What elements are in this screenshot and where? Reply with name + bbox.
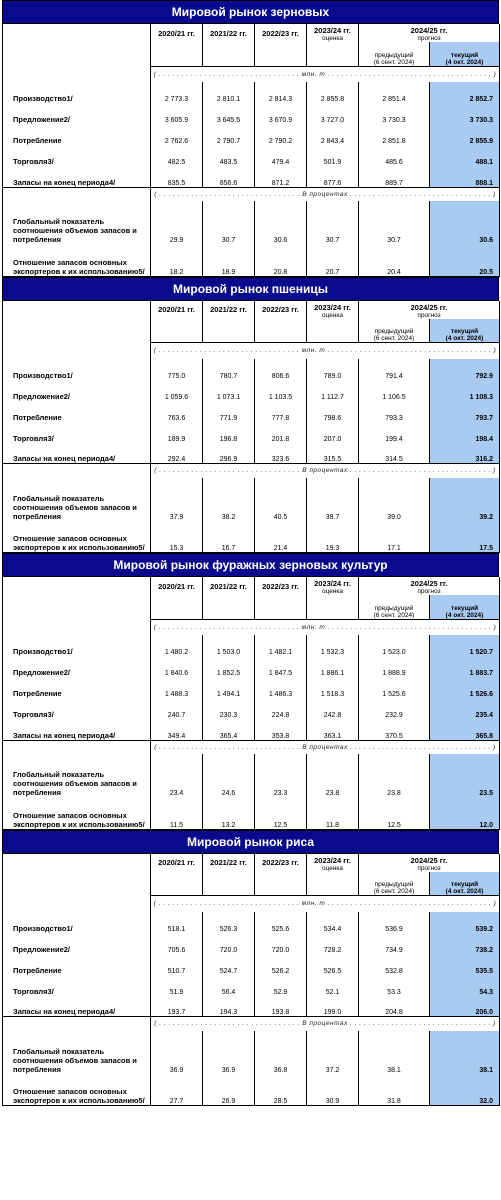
cell-value: 1 852.5 bbox=[203, 656, 255, 677]
row-label: Потребление bbox=[3, 401, 151, 422]
cell-value: 1 847.5 bbox=[255, 656, 307, 677]
cell-value: 56.4 bbox=[203, 975, 255, 996]
cell-current: 1 108.3 bbox=[430, 380, 500, 401]
col-header: 2024/25 гг. прогноз bbox=[359, 24, 500, 42]
cell-value: 2 855.8 bbox=[307, 82, 359, 103]
cell-value: 518.1 bbox=[151, 912, 203, 933]
cell-value: 720.0 bbox=[255, 933, 307, 954]
col-header: 2020/21 гг. bbox=[151, 301, 203, 319]
row-supply bbox=[3, 103, 500, 124]
col-header-prev: предыдущий (6 сент. 2024) bbox=[359, 595, 430, 619]
cell-value: 292.4 bbox=[151, 443, 203, 464]
data-table bbox=[2, 301, 500, 554]
col-header: 2024/25 гг. прогноз bbox=[359, 301, 500, 319]
row-label: Производство1/ bbox=[3, 359, 151, 380]
cell-value: 20.4 bbox=[359, 244, 430, 276]
row-consumption bbox=[3, 124, 500, 145]
cell-value: 877.6 bbox=[307, 166, 359, 187]
cell-value: 18.9 bbox=[203, 244, 255, 276]
cell-value: 2 851.4 bbox=[359, 82, 430, 103]
cell-value: 30.7 bbox=[359, 201, 430, 244]
cell-value: 705.6 bbox=[151, 933, 203, 954]
cell-current: 539.2 bbox=[430, 912, 500, 933]
cell-value: 232.9 bbox=[359, 698, 430, 719]
cell-current: 1 883.7 bbox=[430, 656, 500, 677]
row-supply bbox=[3, 933, 500, 954]
cell-current: 39.2 bbox=[430, 478, 500, 521]
row-stocks bbox=[3, 166, 500, 187]
cell-value: 482.5 bbox=[151, 145, 203, 166]
cell-value: 791.4 bbox=[359, 359, 430, 380]
cell-value: 24.6 bbox=[203, 754, 255, 797]
row-supply bbox=[3, 656, 500, 677]
cell-value: 15.3 bbox=[151, 521, 203, 553]
cell-current: 235.4 bbox=[430, 698, 500, 719]
cell-value: 483.5 bbox=[203, 145, 255, 166]
cell-current: 1 526.6 bbox=[430, 677, 500, 698]
cell-current: 488.1 bbox=[430, 145, 500, 166]
col-header-curr: текущий (4 окт. 2024) bbox=[430, 319, 500, 343]
row-label: Отношение запасов основных экспортеров к их использованию5/ bbox=[3, 244, 151, 276]
cell-value: 314.5 bbox=[359, 443, 430, 464]
row-trade bbox=[3, 975, 500, 996]
cell-value: 20.7 bbox=[307, 244, 359, 276]
cell-value: 365.4 bbox=[203, 719, 255, 740]
col-header-curr: текущий (4 окт. 2024) bbox=[430, 595, 500, 619]
cell-value: 193.7 bbox=[151, 996, 203, 1017]
cell-value: 36.9 bbox=[203, 1031, 255, 1074]
cell-value: 1 073.1 bbox=[203, 380, 255, 401]
col-header: 2020/21 гг. bbox=[151, 577, 203, 595]
row-label: Глобальный показатель соотношения объемов запасов и потребления bbox=[3, 1031, 151, 1074]
cell-current: 2 852.7 bbox=[430, 82, 500, 103]
cell-value: 21.4 bbox=[255, 521, 307, 553]
cell-value: 798.6 bbox=[307, 401, 359, 422]
cell-value: 2 851.8 bbox=[359, 124, 430, 145]
cell-value: 1 525.6 bbox=[359, 677, 430, 698]
cell-value: 52.9 bbox=[255, 975, 307, 996]
cell-value: 3 727.0 bbox=[307, 103, 359, 124]
cell-value: 1 482.1 bbox=[255, 635, 307, 656]
cell-value: 775.0 bbox=[151, 359, 203, 380]
market-table bbox=[2, 553, 499, 830]
row-label: Глобальный показатель соотношения объемов запасов и потребления bbox=[3, 754, 151, 797]
cell-value: 230.3 bbox=[203, 698, 255, 719]
cell-value: 728.2 bbox=[307, 933, 359, 954]
row-trade bbox=[3, 145, 500, 166]
row-label: Предложение2/ bbox=[3, 103, 151, 124]
cell-current: 12.0 bbox=[430, 797, 500, 829]
cell-value: 17.1 bbox=[359, 521, 430, 553]
row-exporters-ratio bbox=[3, 244, 500, 276]
cell-value: 806.6 bbox=[255, 359, 307, 380]
row-trade bbox=[3, 698, 500, 719]
cell-value: 323.6 bbox=[255, 443, 307, 464]
cell-value: 30.7 bbox=[203, 201, 255, 244]
cell-value: 1 886.1 bbox=[307, 656, 359, 677]
cell-value: 52.1 bbox=[307, 975, 359, 996]
cell-current: 316.2 bbox=[430, 443, 500, 464]
row-exporters-ratio bbox=[3, 521, 500, 553]
cell-value: 763.6 bbox=[151, 401, 203, 422]
cell-value: 720.0 bbox=[203, 933, 255, 954]
cell-value: 534.4 bbox=[307, 912, 359, 933]
cell-value: 370.5 bbox=[359, 719, 430, 740]
row-label: Торговля3/ bbox=[3, 145, 151, 166]
row-consumption bbox=[3, 954, 500, 975]
cell-value: 199.0 bbox=[307, 996, 359, 1017]
cell-current: 2 855.9 bbox=[430, 124, 500, 145]
cell-value: 526.3 bbox=[203, 912, 255, 933]
row-label: Потребление bbox=[3, 677, 151, 698]
cell-value: 1 059.6 bbox=[151, 380, 203, 401]
cell-current: 23.5 bbox=[430, 754, 500, 797]
row-production bbox=[3, 635, 500, 656]
cell-value: 199.4 bbox=[359, 422, 430, 443]
cell-current: 30.6 bbox=[430, 201, 500, 244]
cell-value: 510.7 bbox=[151, 954, 203, 975]
data-table bbox=[2, 24, 500, 277]
cell-value: 1 523.0 bbox=[359, 635, 430, 656]
row-global-ratio bbox=[3, 754, 500, 797]
market-table bbox=[2, 830, 499, 1107]
col-header: 2021/22 гг. bbox=[203, 301, 255, 319]
cell-value: 315.5 bbox=[307, 443, 359, 464]
cell-value: 889.7 bbox=[359, 166, 430, 187]
col-header: 2024/25 гг. прогноз bbox=[359, 854, 500, 872]
cell-current: 38.1 bbox=[430, 1031, 500, 1074]
market-table bbox=[2, 277, 499, 554]
cell-value: 1 532.3 bbox=[307, 635, 359, 656]
cell-value: 26.9 bbox=[203, 1074, 255, 1106]
col-header-prev: предыдущий (6 сент. 2024) bbox=[359, 42, 430, 66]
cell-value: 363.1 bbox=[307, 719, 359, 740]
row-supply bbox=[3, 380, 500, 401]
cell-value: 53.3 bbox=[359, 975, 430, 996]
cell-current: 793.7 bbox=[430, 401, 500, 422]
row-label: Торговля3/ bbox=[3, 422, 151, 443]
col-header-curr: текущий (4 окт. 2024) bbox=[430, 872, 500, 896]
row-label: Запасы на конец периода4/ bbox=[3, 166, 151, 187]
cell-value: 27.7 bbox=[151, 1074, 203, 1106]
cell-value: 12.5 bbox=[359, 797, 430, 829]
cell-current: 365.8 bbox=[430, 719, 500, 740]
row-label: Запасы на конец периода4/ bbox=[3, 443, 151, 464]
col-header-prev: предыдущий (6 сент. 2024) bbox=[359, 319, 430, 343]
col-header: 2020/21 гг. bbox=[151, 854, 203, 872]
table-title: Мировой рынок пшеницы bbox=[2, 277, 499, 301]
cell-value: 789.0 bbox=[307, 359, 359, 380]
cell-current: 20.5 bbox=[430, 244, 500, 276]
cell-value: 501.9 bbox=[307, 145, 359, 166]
cell-value: 349.4 bbox=[151, 719, 203, 740]
cell-current: 738.2 bbox=[430, 933, 500, 954]
cell-value: 835.5 bbox=[151, 166, 203, 187]
col-header: 2022/23 гг. bbox=[255, 24, 307, 42]
cell-value: 193.8 bbox=[255, 996, 307, 1017]
cell-value: 36.9 bbox=[151, 1031, 203, 1074]
cell-value: 1 103.5 bbox=[255, 380, 307, 401]
market-table bbox=[2, 0, 499, 277]
col-header: 2020/21 гг. bbox=[151, 24, 203, 42]
units-label: ( . . . . . . . . . . . . . . . . . . . . . . . . . . . . . . . млн. т . . . . . . . . . . . . . . . . . . . . . . . . . . . . . . . . . . . . ) bbox=[151, 896, 500, 912]
cell-value: 11.5 bbox=[151, 797, 203, 829]
row-exporters-ratio bbox=[3, 797, 500, 829]
cell-value: 771.9 bbox=[203, 401, 255, 422]
row-label: Запасы на конец периода4/ bbox=[3, 996, 151, 1017]
cell-current: 792.9 bbox=[430, 359, 500, 380]
col-header: 2022/23 гг. bbox=[255, 854, 307, 872]
cell-value: 1 518.3 bbox=[307, 677, 359, 698]
units-label: ( . . . . . . . . . . . . . . . . . . . . . . . . . . . . . . . В процентах . . . . . . . . . . . . . . . . . . . . . . . . . . . . . . . ) bbox=[151, 1017, 500, 1031]
cell-value: 2 790.7 bbox=[203, 124, 255, 145]
col-header: 2022/23 гг. bbox=[255, 301, 307, 319]
cell-value: 524.7 bbox=[203, 954, 255, 975]
cell-value: 793.3 bbox=[359, 401, 430, 422]
row-label: Производство1/ bbox=[3, 635, 151, 656]
row-label: Предложение2/ bbox=[3, 933, 151, 954]
cell-value: 1 840.6 bbox=[151, 656, 203, 677]
cell-value: 12.5 bbox=[255, 797, 307, 829]
col-header-prev: предыдущий (6 сент. 2024) bbox=[359, 872, 430, 896]
cell-value: 224.8 bbox=[255, 698, 307, 719]
cell-current: 888.1 bbox=[430, 166, 500, 187]
cell-value: 23.8 bbox=[359, 754, 430, 797]
table-title: Мировой рынок фуражных зерновых культур bbox=[2, 553, 499, 577]
row-global-ratio bbox=[3, 1031, 500, 1074]
row-production bbox=[3, 82, 500, 103]
col-header: 2021/22 гг. bbox=[203, 577, 255, 595]
row-label: Запасы на конец периода4/ bbox=[3, 719, 151, 740]
cell-current: 535.5 bbox=[430, 954, 500, 975]
cell-value: 2 762.6 bbox=[151, 124, 203, 145]
cell-value: 3 730.3 bbox=[359, 103, 430, 124]
cell-current: 54.3 bbox=[430, 975, 500, 996]
row-exporters-ratio bbox=[3, 1074, 500, 1106]
cell-value: 296.9 bbox=[203, 443, 255, 464]
col-header: 2023/24 гг. оценка bbox=[307, 577, 359, 595]
col-header: 2023/24 гг. оценка bbox=[307, 854, 359, 872]
cell-value: 11.8 bbox=[307, 797, 359, 829]
cell-value: 30.6 bbox=[255, 201, 307, 244]
cell-value: 36.8 bbox=[255, 1031, 307, 1074]
cell-value: 40.5 bbox=[255, 478, 307, 521]
row-label: Отношение запасов основных экспортеров к их использованию5/ bbox=[3, 1074, 151, 1106]
cell-value: 536.9 bbox=[359, 912, 430, 933]
row-label: Потребление bbox=[3, 124, 151, 145]
row-trade bbox=[3, 422, 500, 443]
cell-value: 526.2 bbox=[255, 954, 307, 975]
col-header: 2023/24 гг. оценка bbox=[307, 301, 359, 319]
cell-value: 31.8 bbox=[359, 1074, 430, 1106]
units-label: ( . . . . . . . . . . . . . . . . . . . . . . . . . . . . . . . млн. т . . . . . . . . . . . . . . . . . . . . . . . . . . . . . . . . . . . . ) bbox=[151, 66, 500, 82]
units-label: ( . . . . . . . . . . . . . . . . . . . . . . . . . . . . . . . млн. т . . . . . . . . . . . . . . . . . . . . . . . . . . . . . . . . . . . . ) bbox=[151, 619, 500, 635]
cell-current: 1 520.7 bbox=[430, 635, 500, 656]
cell-current: 206.0 bbox=[430, 996, 500, 1017]
cell-value: 734.9 bbox=[359, 933, 430, 954]
cell-value: 777.8 bbox=[255, 401, 307, 422]
row-label: Производство1/ bbox=[3, 912, 151, 933]
cell-value: 207.0 bbox=[307, 422, 359, 443]
cell-value: 204.8 bbox=[359, 996, 430, 1017]
row-stocks bbox=[3, 996, 500, 1017]
data-table bbox=[2, 854, 500, 1107]
col-header: 2023/24 гг. оценка bbox=[307, 24, 359, 42]
cell-value: 23.4 bbox=[151, 754, 203, 797]
cell-value: 194.3 bbox=[203, 996, 255, 1017]
cell-value: 485.6 bbox=[359, 145, 430, 166]
col-header: 2021/22 гг. bbox=[203, 854, 255, 872]
row-label: Отношение запасов основных экспортеров к их использованию5/ bbox=[3, 797, 151, 829]
table-title: Мировой рынок зерновых bbox=[2, 0, 499, 24]
units-label: ( . . . . . . . . . . . . . . . . . . . . . . . . . . . . . . . В процентах . . . . . . . . . . . . . . . . . . . . . . . . . . . . . . . ) bbox=[151, 187, 500, 201]
row-production bbox=[3, 912, 500, 933]
cell-value: 479.4 bbox=[255, 145, 307, 166]
cell-current: 198.4 bbox=[430, 422, 500, 443]
row-label: Глобальный показатель соотношения объемов запасов и потребления bbox=[3, 201, 151, 244]
row-global-ratio bbox=[3, 478, 500, 521]
col-header: 2022/23 гг. bbox=[255, 577, 307, 595]
cell-value: 38.1 bbox=[359, 1031, 430, 1074]
units-label: ( . . . . . . . . . . . . . . . . . . . . . . . . . . . . . . . В процентах . . . . . . . . . . . . . . . . . . . . . . . . . . . . . . . ) bbox=[151, 740, 500, 754]
cell-value: 526.5 bbox=[307, 954, 359, 975]
cell-value: 39.7 bbox=[307, 478, 359, 521]
cell-value: 780.7 bbox=[203, 359, 255, 380]
cell-value: 2 773.3 bbox=[151, 82, 203, 103]
row-consumption bbox=[3, 677, 500, 698]
cell-value: 37.9 bbox=[151, 478, 203, 521]
cell-value: 1 112.7 bbox=[307, 380, 359, 401]
row-label: Предложение2/ bbox=[3, 380, 151, 401]
cell-value: 51.9 bbox=[151, 975, 203, 996]
row-label: Торговля3/ bbox=[3, 698, 151, 719]
cell-value: 3 605.9 bbox=[151, 103, 203, 124]
row-label: Отношение запасов основных экспортеров к их использованию5/ bbox=[3, 521, 151, 553]
cell-value: 242.8 bbox=[307, 698, 359, 719]
row-label: Производство1/ bbox=[3, 82, 151, 103]
cell-current: 17.5 bbox=[430, 521, 500, 553]
cell-value: 525.6 bbox=[255, 912, 307, 933]
table-title: Мировой рынок риса bbox=[2, 830, 499, 854]
row-production bbox=[3, 359, 500, 380]
row-label: Потребление bbox=[3, 954, 151, 975]
row-label: Торговля3/ bbox=[3, 975, 151, 996]
cell-value: 3 670.9 bbox=[255, 103, 307, 124]
cell-value: 1 503.0 bbox=[203, 635, 255, 656]
cell-value: 38.2 bbox=[203, 478, 255, 521]
row-global-ratio bbox=[3, 201, 500, 244]
cell-value: 1 494.1 bbox=[203, 677, 255, 698]
cell-current: 3 730.3 bbox=[430, 103, 500, 124]
row-label: Глобальный показатель соотношения объемов запасов и потребления bbox=[3, 478, 151, 521]
cell-value: 28.5 bbox=[255, 1074, 307, 1106]
cell-value: 1 486.3 bbox=[255, 677, 307, 698]
cell-value: 2 843.4 bbox=[307, 124, 359, 145]
cell-value: 2 790.2 bbox=[255, 124, 307, 145]
data-table bbox=[2, 577, 500, 830]
row-label: Предложение2/ bbox=[3, 656, 151, 677]
cell-value: 23.3 bbox=[255, 754, 307, 797]
cell-value: 201.8 bbox=[255, 422, 307, 443]
cell-value: 37.2 bbox=[307, 1031, 359, 1074]
cell-value: 196.8 bbox=[203, 422, 255, 443]
cell-value: 20.8 bbox=[255, 244, 307, 276]
row-stocks bbox=[3, 443, 500, 464]
col-header: 2024/25 гг. прогноз bbox=[359, 577, 500, 595]
cell-value: 1 480.2 bbox=[151, 635, 203, 656]
cell-value: 856.6 bbox=[203, 166, 255, 187]
cell-value: 19.3 bbox=[307, 521, 359, 553]
cell-value: 13.2 bbox=[203, 797, 255, 829]
cell-value: 1 888.9 bbox=[359, 656, 430, 677]
row-stocks bbox=[3, 719, 500, 740]
cell-value: 39.0 bbox=[359, 478, 430, 521]
cell-value: 30.7 bbox=[307, 201, 359, 244]
cell-value: 30.9 bbox=[307, 1074, 359, 1106]
units-label: ( . . . . . . . . . . . . . . . . . . . . . . . . . . . . . . . млн. т . . . . . . . . . . . . . . . . . . . . . . . . . . . . . . . . . . . . ) bbox=[151, 343, 500, 359]
cell-value: 2 814.3 bbox=[255, 82, 307, 103]
cell-value: 18.2 bbox=[151, 244, 203, 276]
cell-value: 871.2 bbox=[255, 166, 307, 187]
cell-value: 240.7 bbox=[151, 698, 203, 719]
cell-value: 29.9 bbox=[151, 201, 203, 244]
col-header-curr: текущий (4 окт. 2024) bbox=[430, 42, 500, 66]
cell-value: 3 645.5 bbox=[203, 103, 255, 124]
units-label: ( . . . . . . . . . . . . . . . . . . . . . . . . . . . . . . . В процентах . . . . . . . . . . . . . . . . . . . . . . . . . . . . . . . ) bbox=[151, 464, 500, 478]
cell-value: 16.7 bbox=[203, 521, 255, 553]
cell-current: 32.0 bbox=[430, 1074, 500, 1106]
cell-value: 1 488.3 bbox=[151, 677, 203, 698]
cell-value: 1 106.5 bbox=[359, 380, 430, 401]
cell-value: 2 810.1 bbox=[203, 82, 255, 103]
col-header: 2021/22 гг. bbox=[203, 24, 255, 42]
row-consumption bbox=[3, 401, 500, 422]
cell-value: 23.8 bbox=[307, 754, 359, 797]
cell-value: 189.9 bbox=[151, 422, 203, 443]
cell-value: 353.8 bbox=[255, 719, 307, 740]
cell-value: 532.8 bbox=[359, 954, 430, 975]
